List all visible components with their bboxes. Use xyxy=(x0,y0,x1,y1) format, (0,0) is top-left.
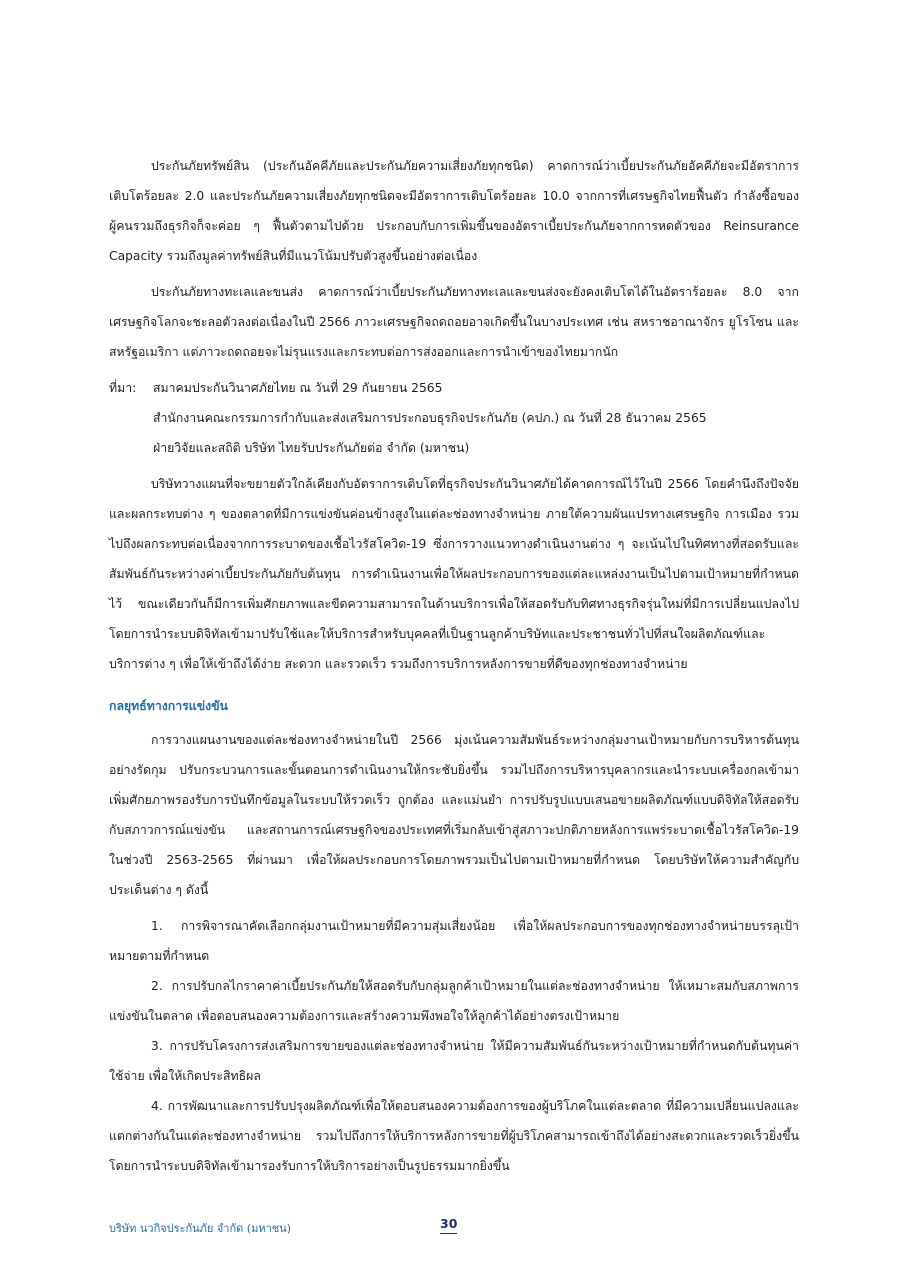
source-line: ฝ่ายวิจัยและสถิติ บริษัท ไทยรับประกันภัยต่อ จำกัด (มหาชน) xyxy=(153,441,470,455)
source-row-1 xyxy=(109,373,799,403)
paragraph-property-insurance: ประกันภัยทรัพย์สิน (ประกันอัคคีภัยและประกันภัยความเสี่ยงภัยทุกชนิด) คาดการณ์ว่าเบี้ยประกันภัยอัคคีภัยจะมีอัตราการเติบโตร้อยละ 2.0 และประกันภัยความเสี่ยงภัยทุกชนิดจะมีอัตราการเติบโตร้อยละ 10.0 จากการที่เศรษฐกิจไทยฟื้นตัว กำลังซื้อของผู้คนรวมถึงธุรกิจก็จะค่อย ๆ ฟื้นตัวตามไปด้วย ประกอบกับการเพิ่มขึ้นของอัตราเบี้ยประกันภัยจากการหดตัวของ Reinsurance Capacity รวมถึงมูลค่าทรัพย์สินที่มีแนวโน้มปรับตัวสูงขึ้นอย่างต่อเนื่อง xyxy=(109,159,799,263)
page-number: 30 xyxy=(440,1216,457,1234)
source-label: ที่มา: xyxy=(109,381,137,395)
strategy-item-1: 1. การพิจารณาคัดเลือกกลุ่มงานเป้าหมายที่มีความสุ่มเสี่ยงน้อย เพื่อให้ผลประกอบการของทุกช่องทางจำหน่ายบรรลุเป้าหมายตามที่กำหนด xyxy=(109,919,799,963)
page-footer xyxy=(109,1216,799,1240)
source-line: สำนักงานคณะกรรมการกำกับและส่งเสริมการประกอบธุรกิจประกันภัย (คปภ.) ณ วันที่ 28 ธันวาคม 2565 xyxy=(153,411,707,425)
section-intro: การวางแผนงานของแต่ละช่องทางจำหน่ายในปี 2566 มุ่งเน้นความสัมพันธ์ระหว่างกลุ่มงานเป้าหมายกับการบริหารต้นทุนอย่างรัดกุม ปรับกระบวนการและขั้นตอนการดำเนินงานให้กระชับยิ่งขึ้น รวมไปถึงการบริหารบุคลากรและนำระบบเครื่องกลเข้ามาเพิ่มศักยภาพรองรับการบันทึกข้อมูลในระบบให้รวดเร็ว ถูกต้อง และแม่นยำ การปรับรูปแบบเสนอขายผลิตภัณฑ์แบบดิจิทัลให้สอดรับกับสภาวการณ์แข่งขัน และสถานการณ์เศรษฐกิจของประเทศที่เริ่มกลับเข้าสู่สภาวะปกติภายหลังการแพร่ระบาดเชื้อไวรัสโควิด-19 ในช่วงปี 2563-2565 ที่ผ่านมา เพื่อให้ผลประกอบการโดยภาพรวมเป็นไปตามเป้าหมายที่กำหนด โดยบริษัทให้ความสำคัญกับประเด็นต่าง ๆ ดังนี้ xyxy=(109,733,799,897)
footer-company-name: บริษัท นวกิจประกันภัย จำกัด (มหาชน) xyxy=(109,1222,292,1235)
source-row-3 xyxy=(109,433,799,463)
source-block xyxy=(109,373,799,463)
paragraph-marine-insurance: ประกันภัยทางทะเลและขนส่ง คาดการณ์ว่าเบี้ยประกันภัยทางทะเลและขนส่งจะยังคงเติบโตได้ในอัตราร้อยละ 8.0 จากเศรษฐกิจโลกจะชะลอตัวลงต่อเนื่องในปี 2566 ภาวะเศรษฐกิจถดถอยอาจเกิดขึ้นในบางประเทศ เช่น สหราชอาณาจักร ยูโรโซน และสหรัฐอเมริกา แต่ภาวะถดถอยจะไม่รุนแรงและกระทบต่อการส่งออกและการนำเข้าของไทยมากนัก xyxy=(109,285,799,359)
strategy-item-4: 4. การพัฒนาและการปรับปรุงผลิตภัณฑ์เพื่อให้ตอบสนองความต้องการของผู้บริโภคในแต่ละตลาด ที่มีความเปลี่ยนแปลงและแตกต่างกันในแต่ละช่องทางจำหน่าย รวมไปถึงการให้บริการหลังการขายที่ผู้บริโภคสามารถเข้าถึงได้อย่างสะดวกและรวดเร็วยิ่งขึ้น โดยการนำระบบดิจิทัลเข้ามารองรับการให้บริการอย่างเป็นรูปธรรมมากยิ่งขึ้น xyxy=(109,1099,799,1173)
section-heading: กลยุทธ์ทางการแข่งขัน xyxy=(109,699,228,713)
source-row-2 xyxy=(109,403,799,433)
paragraph-business-plan: บริษัทวางแผนที่จะขยายตัวใกล้เคียงกับอัตราการเติบโตที่ธุรกิจประกันวินาศภัยได้คาดการณ์ไว้ในปี 2566 โดยคำนึงถึงปัจจัยและผลกระทบต่าง ๆ ของตลาดที่มีการแข่งขันค่อนข้างสูงในแต่ละช่องทางจำหน่าย ภายใต้ความผันแปรทางเศรษฐกิจ การเมือง รวมไปถึงผลกระทบต่อเนื่องจากการระบาดของเชื้อไวรัสโควิด-19 ซึ่งการวางแนวทางดำเนินงานต่าง ๆ จะเน้นไปในทิศทางที่สอดรับและสัมพันธ์กันระหว่างค่าเบี้ยประกันภัยกับต้นทุน การดำเนินงานเพื่อให้ผลประกอบการของแต่ละแหล่งงานเป็นไปตามเป้าหมายที่กำหนดไว้ ขณะเดียวกันก็มีการเพิ่มศักยภาพและขีดความสามารถในด้านบริการเพื่อให้สอดรับกับทิศทางธุรกิจรุ่นใหม่ที่มีการเปลี่ยนแปลงไป โดยการนำระบบดิจิทัลเข้ามาปรับใช้และให้บริการสำหรับบุคคลที่เป็นฐานลูกค้าบริษัทและประชาชนทั่วไปที่สนใจผลิตภัณฑ์และบริการต่าง ๆ เพื่อให้เข้าถึงได้ง่าย สะดวก และรวดเร็ว รวมถึงการบริการหลังการขายที่ดีของทุกช่องทางจำหน่าย xyxy=(109,477,799,671)
strategy-item-3: 3. การปรับโครงการส่งเสริมการขายของแต่ละช่องทางจำหน่าย ให้มีความสัมพันธ์กันระหว่างเป้าหมายที่กำหนดกับต้นทุนค่าใช้จ่าย เพื่อให้เกิดประสิทธิผล xyxy=(109,1039,799,1083)
strategy-item-2: 2. การปรับกลไกราคาค่าเบี้ยประกันภัยให้สอดรับกับกลุ่มลูกค้าเป้าหมายในแต่ละช่องทางจำหน่าย ให้เหมาะสมกับสภาพการแข่งขันในตลาด เพื่อตอบสนองความต้องการและสร้างความพึงพอใจให้ลูกค้าได้อย่างตรงเป้าหมาย xyxy=(109,979,799,1023)
page-body xyxy=(109,151,799,1181)
source-line: สมาคมประกันวินาศภัยไทย ณ วันที่ 29 กันยายน 2565 xyxy=(153,381,443,395)
